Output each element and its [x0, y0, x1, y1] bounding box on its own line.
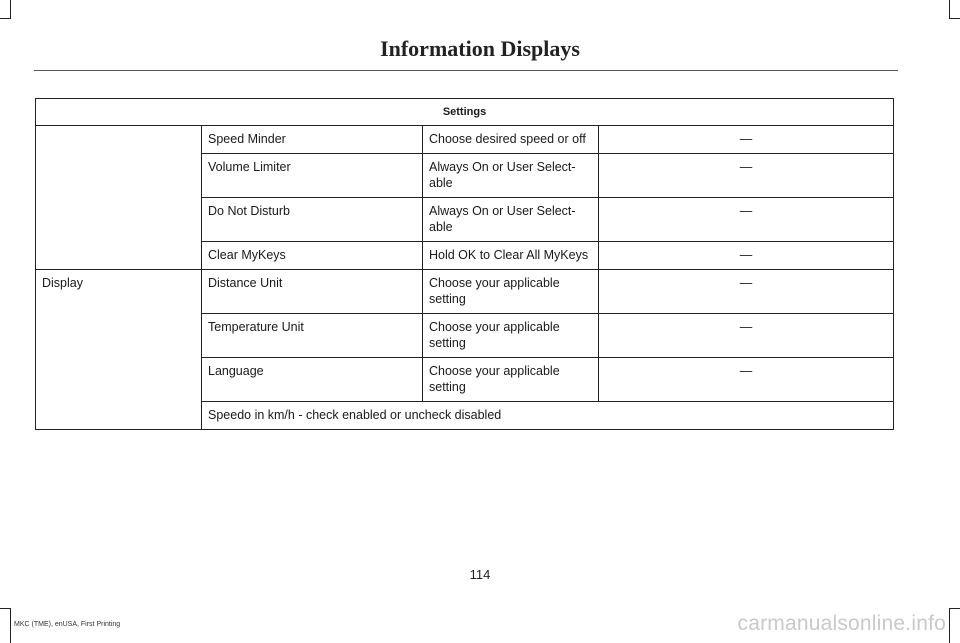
- setting-cell: Volume Limiter: [202, 154, 423, 198]
- setting-cell: Distance Unit: [202, 270, 423, 314]
- page-number: 114: [469, 567, 491, 582]
- option-cell: Choose your applicable setting: [423, 270, 599, 314]
- setting-cell: Do Not Disturb: [202, 198, 423, 242]
- value-cell: —: [599, 198, 894, 242]
- table-row: [36, 126, 894, 154]
- group-cell: [36, 154, 202, 198]
- crop-mark-top-left: [0, 0, 11, 19]
- option-cell: Always On or User Select-able: [423, 154, 599, 198]
- table-heading: Settings: [36, 99, 894, 126]
- table-row: [36, 242, 894, 270]
- table-header-row: [36, 99, 894, 126]
- page-title: Information Displays: [380, 36, 580, 61]
- table-row: [36, 154, 894, 198]
- header-rule: [34, 70, 898, 71]
- crop-mark-top-right: [949, 0, 960, 19]
- value-cell: —: [599, 314, 894, 358]
- group-cell: [36, 314, 202, 358]
- setting-cell: Speed Minder: [202, 126, 423, 154]
- table-row: [36, 314, 894, 358]
- option-cell: Choose your applicable setting: [423, 358, 599, 402]
- option-cell: Choose desired speed or off: [423, 126, 599, 154]
- table-row: [36, 358, 894, 402]
- table-row: [36, 198, 894, 242]
- value-cell: —: [599, 358, 894, 402]
- setting-cell: Clear MyKeys: [202, 242, 423, 270]
- setting-cell: Temperature Unit: [202, 314, 423, 358]
- group-cell: [36, 126, 202, 154]
- table-row: [36, 270, 894, 314]
- setting-cell: Language: [202, 358, 423, 402]
- value-cell: —: [599, 126, 894, 154]
- group-cell: [36, 358, 202, 402]
- value-cell: —: [599, 270, 894, 314]
- option-cell: Always On or User Select-able: [423, 198, 599, 242]
- group-cell: [36, 402, 202, 430]
- footnote-cell: Speedo in km/h - check enabled or uncheck disabled: [202, 402, 894, 430]
- group-cell: [36, 198, 202, 242]
- value-cell: —: [599, 154, 894, 198]
- crop-mark-bottom-left: [0, 608, 11, 643]
- option-cell: Choose your applicable setting: [423, 314, 599, 358]
- crop-mark-bottom-right: [949, 608, 960, 643]
- settings-table: [35, 98, 894, 430]
- option-cell: Hold OK to Clear All MyKeys: [423, 242, 599, 270]
- print-info: MKC (TME), enUSA, First Printing: [14, 621, 121, 628]
- group-cell: Display: [36, 270, 202, 314]
- group-cell: [36, 242, 202, 270]
- table-footnote-row: [36, 402, 894, 430]
- value-cell: —: [599, 242, 894, 270]
- watermark: carmanualsonline.info: [737, 612, 946, 635]
